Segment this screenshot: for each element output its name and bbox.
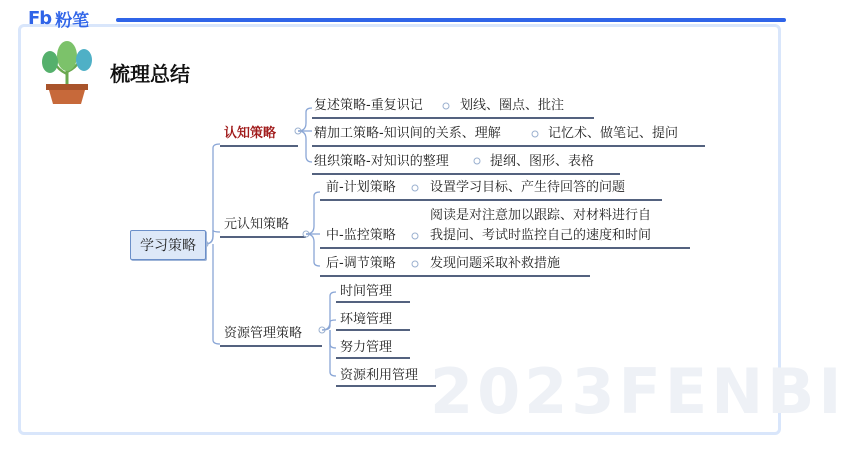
page-title: 梳理总结 bbox=[110, 62, 190, 86]
leaf-rehearsal: 复述策略-重复识记 bbox=[314, 98, 423, 113]
leaf-regulation-detail: 发现问题采取补救措施 bbox=[430, 256, 561, 271]
leaf-monitoring: 中-监控策略 bbox=[326, 228, 396, 243]
watermark: 2023FENBI bbox=[430, 355, 845, 428]
leaf-resource-use-management: 资源利用管理 bbox=[340, 368, 419, 383]
leaf-planning-detail: 设置学习目标、产生待回答的问题 bbox=[430, 180, 626, 195]
leaf-planning: 前-计划策略 bbox=[326, 180, 396, 195]
leaf-time-management: 时间管理 bbox=[340, 284, 393, 299]
leaf-rehearsal-detail: 划线、圈点、批注 bbox=[460, 98, 565, 113]
leaf-elaboration: 精加工策略-知识间的关系、理解 bbox=[314, 126, 501, 141]
logo-text: 粉笔 bbox=[55, 10, 90, 31]
logo-mark: Fb bbox=[28, 7, 52, 29]
branch-metacognitive: 元认知策略 bbox=[224, 217, 290, 232]
branch-cognitive: 认知策略 bbox=[224, 126, 277, 141]
leaf-environment-management: 环境管理 bbox=[340, 312, 393, 327]
branch-resource: 资源管理策略 bbox=[224, 326, 303, 341]
leaf-regulation: 后-调节策略 bbox=[326, 256, 396, 271]
leaf-elaboration-detail: 记忆术、做笔记、提问 bbox=[548, 126, 679, 141]
leaf-effort-management: 努力管理 bbox=[340, 340, 393, 355]
mindmap-root: 学习策略 bbox=[130, 230, 206, 260]
leaf-monitoring-detail-2: 我提问、考试时监控自己的速度和时间 bbox=[430, 228, 652, 243]
leaf-organization-detail: 提纲、图形、表格 bbox=[490, 154, 595, 169]
leaf-organization: 组织策略-对知识的整理 bbox=[314, 154, 449, 169]
leaf-monitoring-detail-1: 阅读是对注意加以跟踪、对材料进行自 bbox=[430, 208, 652, 223]
